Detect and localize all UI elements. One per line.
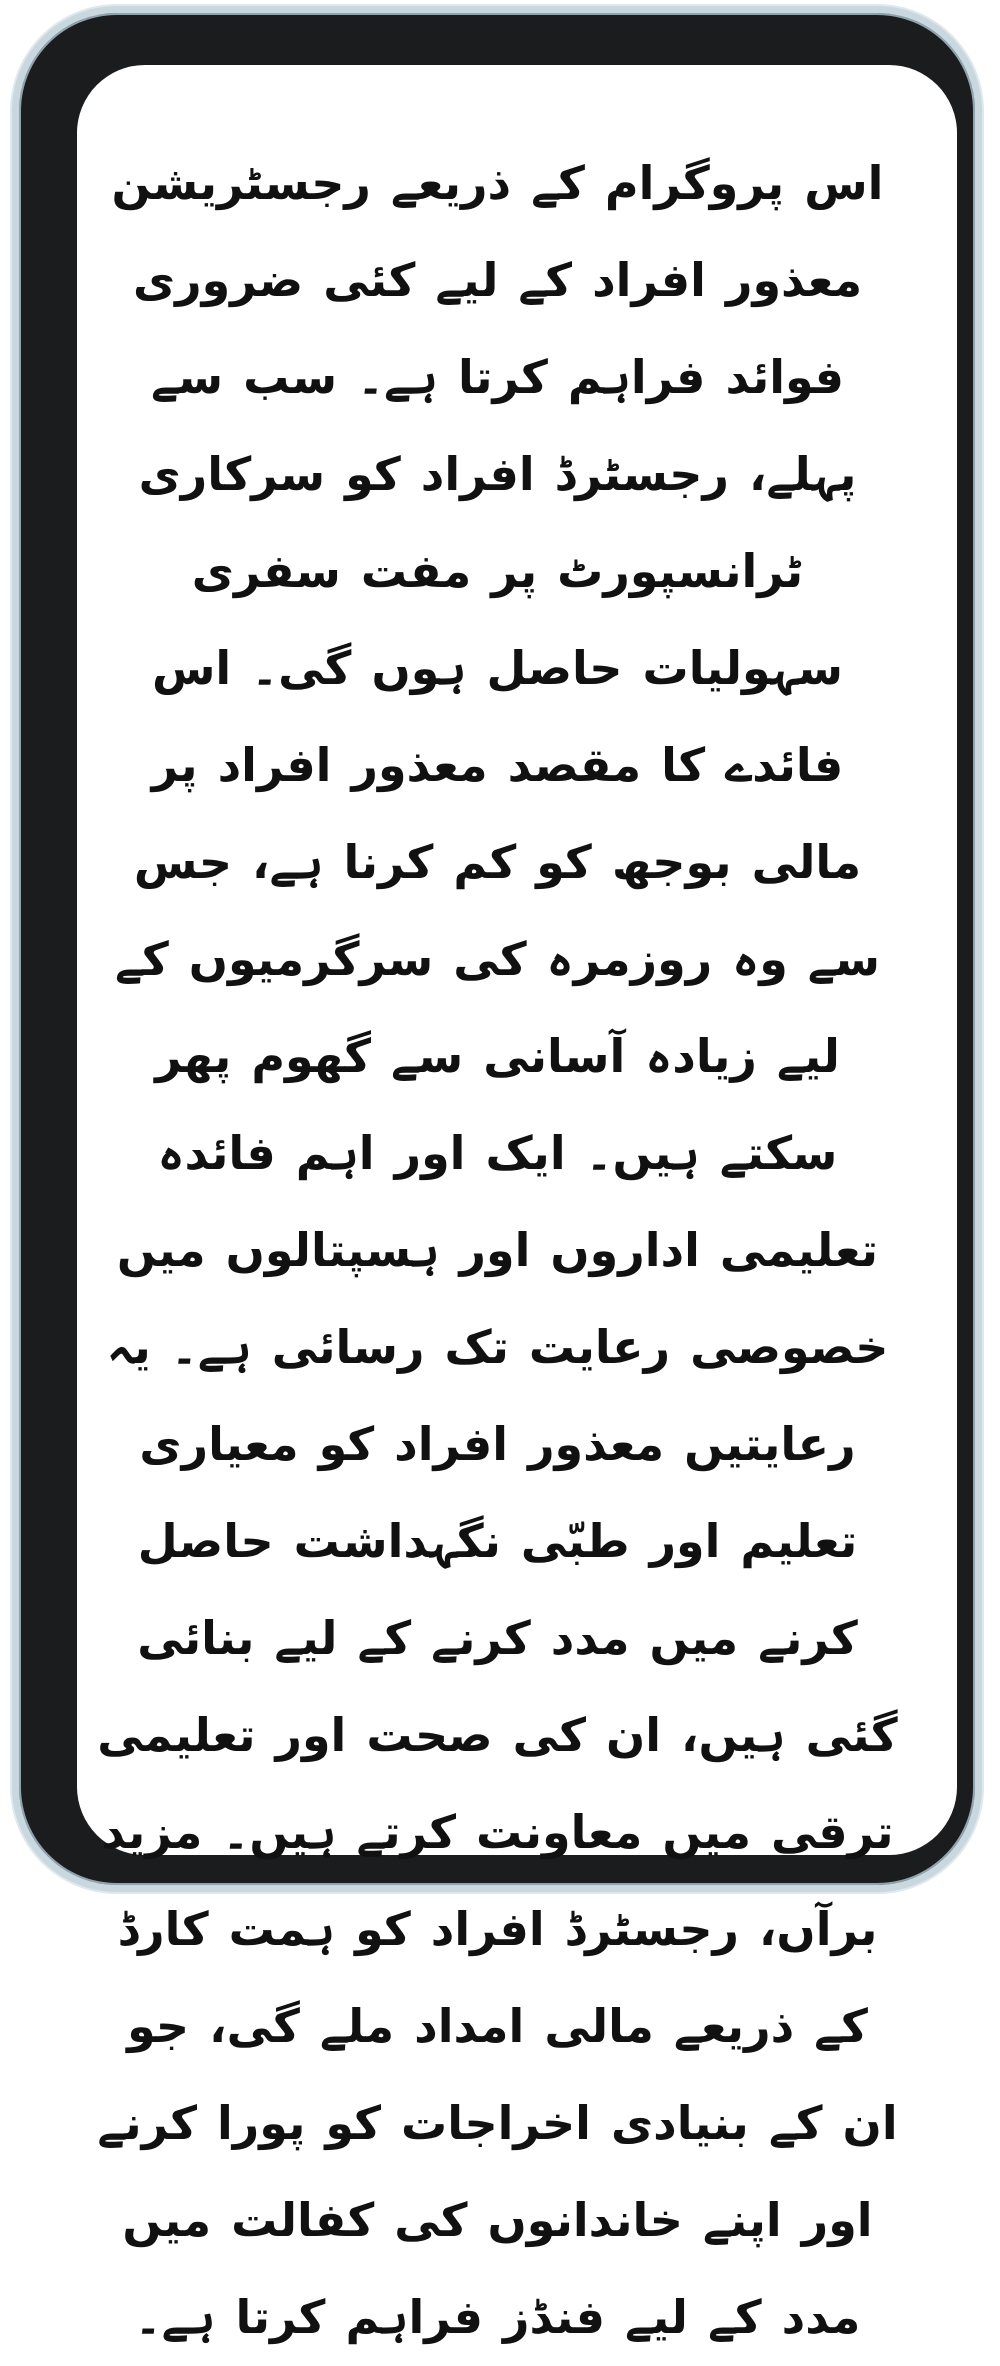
article-paragraph: اس پروگرام کے ذریعے رجسٹریشن معذور افراد کے لیے کئی ضروری فوائد فراہم کرتا ہے۔ سب سے پہلے، رجسٹرڈ افراد کو سرکاری ٹرانسپورٹ پر مفت سفری سہولیات حاصل ہوں گی۔ اس فائدے کا مقصد معذور افراد پر مالی بوجھ کو کم کرنا ہے، جس سے وہ روزمرہ کی سرگرمیوں کے لیے زیادہ آسانی سے گھوم پھر سکتے ہیں۔ ایک اور اہم فائدہ تعلیمی اداروں اور ہسپتالوں میں خصوصی رعایت تک رسائی ہے۔ یہ رعایتیں معذور افراد کو معیاری تعلیم اور طبّی نگہداشت حاصل کرنے میں مدد کرنے کے لیے بنائی گئی ہیں، ان کی صحت اور تعلیمی ترقی میں معاونت کرتے ہیں۔ مزید برآں، رجسٹرڈ افراد کو ہمت کارڈ کے ذریعے مالی امداد ملے گی، جو ان کے بنیادی اخراجات کو پورا کرنے اور اپنے خاندانوں کی کفالت میں مدد کے لیے فنڈز فراہم کرتا ہے۔ [97, 156, 898, 2344]
